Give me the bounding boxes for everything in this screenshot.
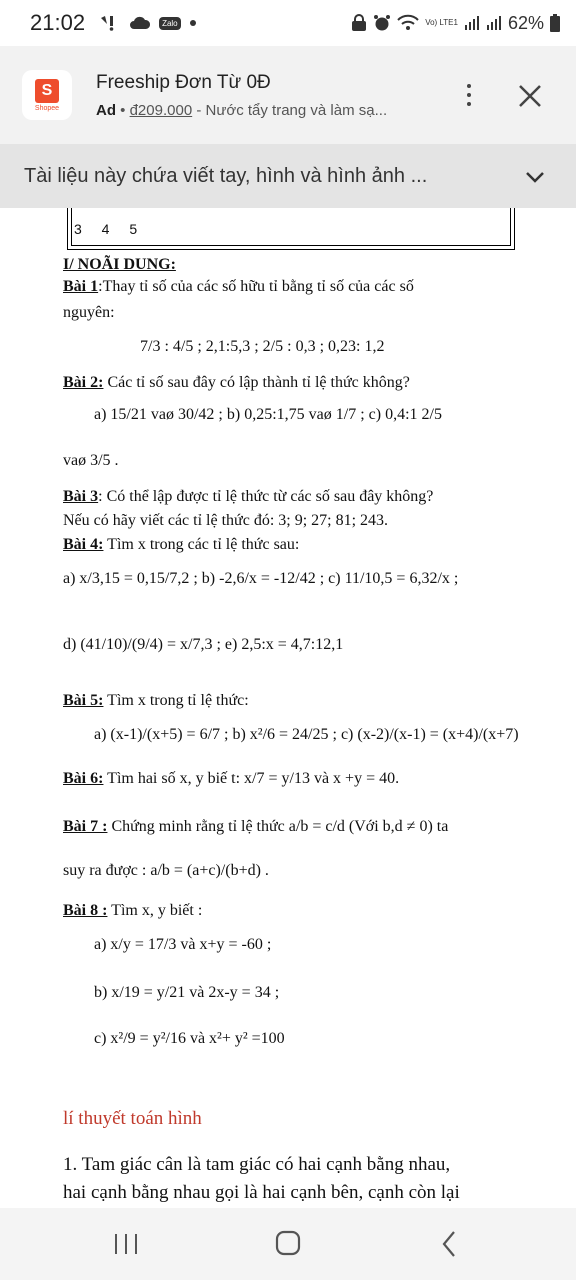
exercise-8-a: a) x/y = 17/3 và x+y = -60 ;: [94, 936, 272, 953]
exercise-7-title: Bài 7 :: [63, 818, 108, 835]
wifi-icon: [397, 14, 419, 32]
exercise-3-text-2: Nếu có hãy viết các tỉ lệ thức đó: 3; 9; 27; 81; 243.: [63, 512, 389, 529]
content-notice-banner[interactable]: [0, 144, 576, 208]
exercise-4: [63, 534, 299, 556]
notification-icons: [99, 14, 197, 32]
signal-icon: [464, 15, 480, 31]
exercise-2-title: Bài 2:: [63, 374, 104, 391]
dot-icon: [189, 19, 197, 27]
exercise-6: [63, 768, 399, 790]
document-page: [0, 208, 576, 1208]
ad-subtitle: [96, 102, 416, 119]
cloud-icon: [129, 15, 151, 31]
status-time: 21:02: [30, 10, 86, 35]
exercise-5-title: Bài 5:: [63, 692, 104, 709]
ad-title: Freeship Đơn Từ 0Đ: [96, 71, 271, 93]
exercise-8-c: c) x²/9 = y²/16 và x²+ y² =100: [94, 1030, 285, 1047]
network-label: Vo) LTE1: [425, 18, 458, 27]
exercise-7-text: Chứng minh rằng tỉ lệ thức a/b = c/d (Với b,d ≠ 0) ta: [107, 818, 449, 835]
exercise-7: [63, 816, 448, 838]
exercise-3-text: : Có thể lập được tỉ lệ thức từ các số sau đây không?: [98, 488, 434, 505]
shopee-bag-icon: S: [35, 79, 59, 103]
ad-separator: •: [116, 101, 130, 119]
geometry-heading: lí thuyết toán hình: [63, 1108, 202, 1129]
exercise-5-expression: a) (x-1)/(x+5) = 6/7 ; b) x²/6 = 24/25 ; c) (x-2)/(x-1) = (x+4)/(x+7): [94, 726, 519, 743]
recent-apps-icon[interactable]: [106, 1228, 146, 1260]
exercise-4-expression-2: d) (41/10)/(9/4) = x/7,3 ; e) 2,5:x = 4,7:12,1: [63, 636, 344, 653]
exercise-1-text-2: nguyên:: [63, 304, 115, 321]
home-icon[interactable]: [268, 1228, 308, 1260]
exercise-1-expression: 7/3 : 4/5 ; 2,1:5,3 ; 2/5 : 0,3 ; 0,23: 1,2: [140, 338, 385, 355]
exercise-1-title: Bài 1: [63, 278, 99, 295]
geometry-line-1: 1. Tam giác cân là tam giác có hai cạnh bằng nhau,: [63, 1154, 451, 1175]
ad-text: [96, 72, 416, 119]
exercise-7-text-2: suy ra được : a/b = (a+c)/(b+d) .: [63, 862, 269, 879]
more-options-icon[interactable]: [459, 80, 479, 110]
chevron-down-icon[interactable]: [522, 164, 548, 190]
close-icon[interactable]: [514, 80, 546, 112]
exercise-6-text: Tìm hai số x, y biế t: x/7 = y/13 và x +y = 40.: [103, 770, 400, 787]
exercise-2-expression-2: vaø 3/5 .: [63, 452, 119, 469]
exercise-6-title: Bài 6:: [63, 770, 104, 787]
alert-icon: [99, 14, 121, 32]
exercise-8-text: Tìm x, y biết :: [107, 902, 203, 919]
exercise-4-expression: a) x/3,15 = 0,15/7,2 ; b) -2,6/x = -12/42 ; c) 11/10,5 = 6,32/x ;: [63, 570, 459, 587]
exercise-3: [63, 486, 433, 508]
notice-text: Tài liệu này chứa viết tay, hình và hình ảnh ...: [24, 164, 428, 187]
exercise-5-text: Tìm x trong tỉ lệ thức:: [103, 692, 249, 709]
exercise-8: [63, 900, 202, 922]
exercise-8-b: b) x/19 = y/21 và 2x-y = 34 ;: [94, 984, 280, 1001]
lock-icon: [351, 14, 367, 32]
table-numbers: 3 4 5: [74, 221, 138, 237]
geometry-line-2: hai cạnh bằng nhau gọi là hai cạnh bên, cạnh còn lại: [63, 1182, 460, 1203]
back-icon[interactable]: [430, 1228, 470, 1260]
battery-icon: [550, 14, 560, 32]
zalo-icon: Zalo: [159, 17, 181, 30]
signal-icon-2: [486, 15, 502, 31]
exercise-3-title: Bài 3: [63, 488, 99, 505]
shopee-logo: [22, 70, 72, 120]
ad-label: Ad: [96, 101, 116, 119]
exercise-2: [63, 372, 410, 394]
exercise-5: [63, 690, 249, 712]
exercise-1-text: :Thay tỉ số của các số hữu tỉ bằng tỉ số của các số: [98, 278, 414, 295]
ad-banner[interactable]: [0, 46, 576, 144]
ad-description: - Nước tẩy trang và làm sạ...: [192, 101, 388, 119]
exercise-4-title: Bài 4:: [63, 536, 104, 553]
exercise-2-expression: a) 15/21 vaø 30/42 ; b) 0,25:1,75 vaø 1/7 ; c) 0,4:1 2/5: [94, 406, 442, 423]
alarm-icon: [373, 14, 391, 32]
battery-level: 62%: [507, 12, 544, 33]
ad-price: đ209.000: [129, 101, 193, 119]
exercise-4-text: Tìm x trong các tỉ lệ thức sau:: [103, 536, 300, 553]
exercise-1: [63, 276, 414, 298]
exercise-8-title: Bài 8 :: [63, 902, 108, 919]
system-icons: [351, 13, 560, 34]
status-bar: [0, 0, 576, 46]
shopee-brand: Shopee: [34, 104, 60, 112]
navigation-bar: [0, 1208, 576, 1280]
section-heading: I/ NOÃI DUNG:: [63, 256, 176, 273]
exercise-2-text: Các tỉ số sau đây có lập thành tỉ lệ thức không?: [103, 374, 410, 391]
